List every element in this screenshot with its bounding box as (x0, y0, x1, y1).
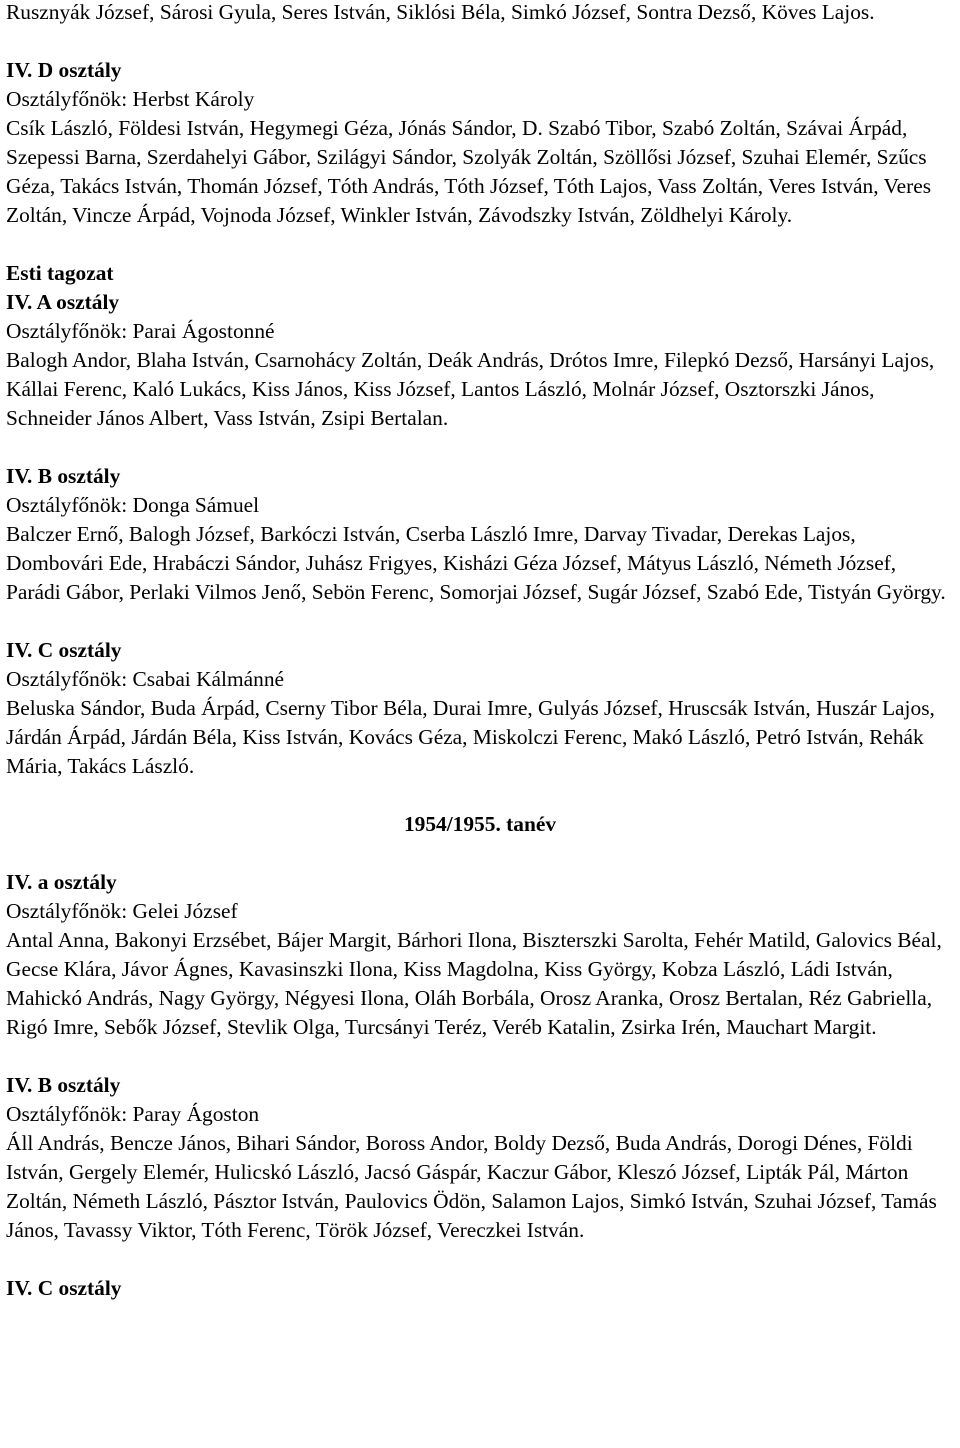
section-evening-4a (6, 288, 954, 433)
spacer (6, 607, 954, 636)
spacer (6, 27, 954, 56)
spacer (6, 1245, 954, 1274)
class-heading: IV. a osztály (6, 870, 117, 894)
evening-heading: Esti tagozat (6, 261, 114, 285)
class-heading: IV. B osztály (6, 1073, 121, 1097)
class-names: Beluska Sándor, Buda Árpád, Cserny Tibor Béla, Durai Imre, Gulyás József, Hruscsák István, Huszár Lajos, Járdán Árpád, Járdán Béla, Kiss István, Kovács Géza, Miskolczi Ferenc, Makó László, Petró István, Rehák Mária, Takács László. (6, 696, 935, 778)
class-heading: IV. A osztály (6, 290, 120, 314)
school-year-heading: 1954/1955. tanév (403, 812, 557, 836)
class-heading: IV. C osztály (6, 638, 122, 662)
class-teacher: Osztályfőnök: Gelei József (6, 899, 238, 923)
section-evening-4b (6, 462, 954, 607)
section-evening-4c (6, 636, 954, 781)
class-teacher: Osztályfőnök: Herbst Károly (6, 87, 255, 111)
class-names: Balczer Ernő, Balogh József, Barkóczi István, Cserba László Imre, Darvay Tivadar, Derekas Lajos, Dombovári Ede, Hrabáczi Sándor, Juhász Frigyes, Kisházi Géza József, Mátyus László, Németh József, Parádi Gábor, Perlaki Vilmos Jenő, Sebön Ferenc, Somorjai József, Sugár József, Szabó Ede, Tistyán György. (6, 522, 946, 604)
document-page (6, 0, 954, 1303)
spacer (6, 1042, 954, 1071)
section-1954-4c (6, 1274, 954, 1303)
class-heading: IV. B osztály (6, 464, 121, 488)
class-names: Balogh Andor, Blaha István, Csarnohácy Zoltán, Deák András, Drótos Imre, Filepkó Dezső, Harsányi Lajos, Kállai Ferenc, Kaló Lukács, Kiss János, Kiss József, Lantos László, Molnár József, Osztorszki János, Schneider János Albert, Vass István, Zsipi Bertalan. (6, 348, 935, 430)
spacer (6, 433, 954, 462)
spacer (6, 839, 954, 868)
section-1954-4a (6, 868, 954, 1042)
section-4d (6, 56, 954, 230)
class-teacher: Osztályfőnök: Parai Ágostonné (6, 319, 275, 343)
class-heading: IV. D osztály (6, 58, 122, 82)
class-names: Áll András, Bencze János, Bihari Sándor, Boross Andor, Boldy Dezső, Buda András, Dorogi Dénes, Földi István, Gergely Elemér, Hulicskó László, Jacsó Gáspár, Kaczur Gábor, Kleszó József, Lipták Pál, Márton Zoltán, Németh László, Pásztor István, Paulovics Ödön, Salamon Lajos, Simkó István, Szuhai József, Tamás János, Tavassy Viktor, Tóth Ferenc, Török József, Vereczkei István. (6, 1131, 937, 1242)
class-heading: IV. C osztály (6, 1276, 122, 1300)
class-teacher: Osztályfőnök: Paray Ágoston (6, 1102, 260, 1126)
class-teacher: Osztályfőnök: Csabai Kálmánné (6, 667, 285, 691)
class-names: Antal Anna, Bakonyi Erzsébet, Bájer Margit, Bárhori Ilona, Biszterszki Sarolta, Fehér Matild, Galovics Béal, Gecse Klára, Jávor Ágnes, Kavasinszki Ilona, Kiss Magdolna, Kiss György, Kobza László, Ládi István, Mahickó András, Nagy György, Négyesi Ilona, Oláh Borbála, Orosz Aranka, Orosz Bertalan, Réz Gabriella, Rigó Imre, Sebők József, Stevlik Olga, Turcsányi Teréz, Veréb Katalin, Zsirka Irén, Mauchart Margit. (6, 928, 942, 1039)
spacer (6, 230, 954, 259)
intro-names: Rusznyák József, Sárosi Gyula, Seres István, Siklósi Béla, Simkó József, Sontra Dezső, Köves Lajos. (6, 0, 875, 24)
class-teacher: Osztályfőnök: Donga Sámuel (6, 493, 260, 517)
class-names: Csík László, Földesi István, Hegymegi Géza, Jónás Sándor, D. Szabó Tibor, Szabó Zoltán, Szávai Árpád, Szepessi Barna, Szerdahelyi Gábor, Szilágyi Sándor, Szolyák Zoltán, Szöllősi József, Szuhai Elemér, Szűcs Géza, Takács István, Thomán József, Tóth András, Tóth József, Tóth Lajos, Vass Zoltán, Veres István, Veres Zoltán, Vincze Árpád, Vojnoda József, Winkler István, Závodszky István, Zöldhelyi Károly. (6, 116, 932, 227)
spacer (6, 781, 954, 810)
section-1954-4b (6, 1071, 954, 1245)
